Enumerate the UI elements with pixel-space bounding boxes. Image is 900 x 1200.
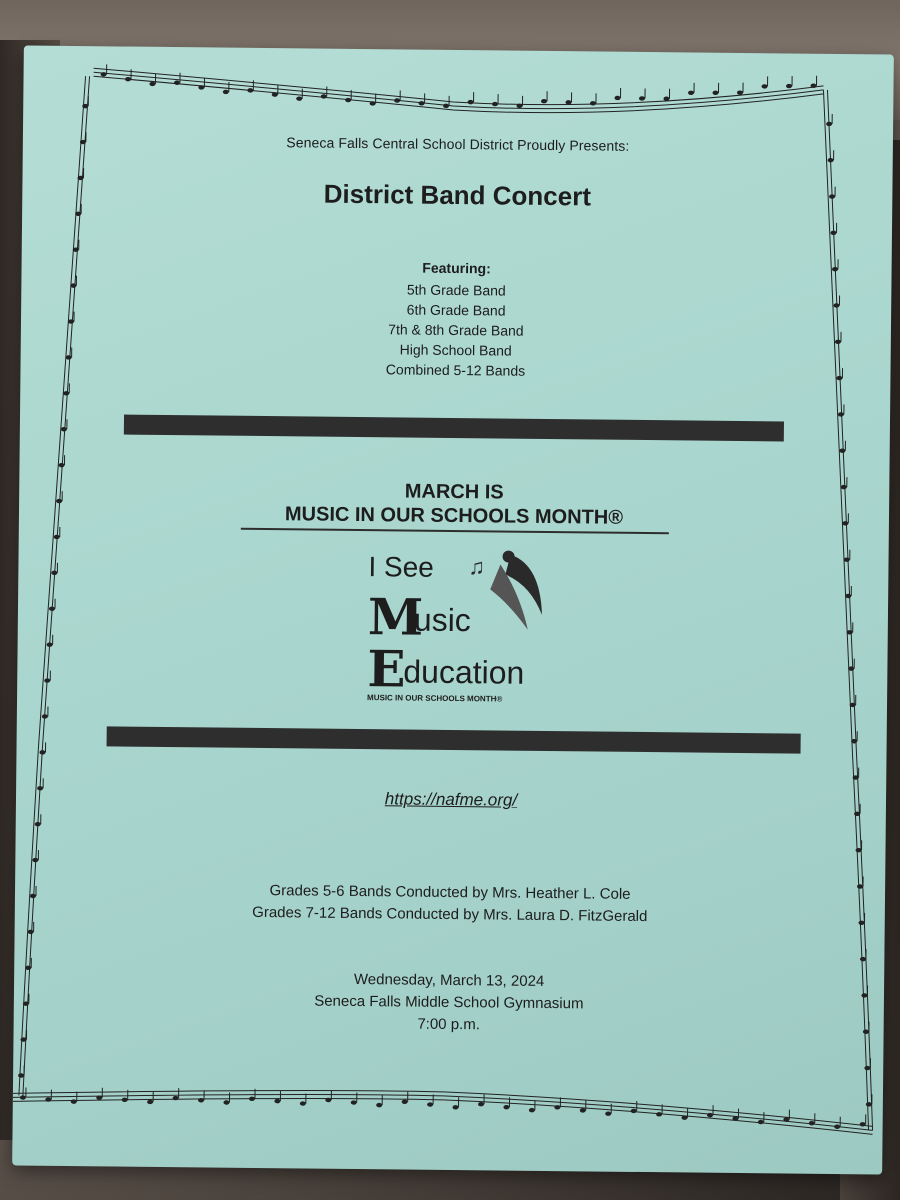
logo-tagline: MUSIC IN OUR SCHOOLS MONTH® — [367, 693, 503, 704]
logo-m-letter: M — [367, 587, 424, 647]
mios-heading — [19, 475, 889, 532]
flyer-content — [12, 45, 894, 1174]
nafme-link[interactable]: https://nafme.org/ — [384, 789, 518, 810]
event-time: 7:00 p.m. — [417, 1015, 481, 1034]
logo-education-word: ducation — [403, 653, 525, 691]
band-item: Combined 5-12 Bands — [385, 361, 526, 379]
conductor-line: Grades 5-6 Bands Conducted by Mrs. Heather L. Cole — [269, 882, 631, 903]
i-see-music-education-logo — [357, 543, 559, 715]
event-location: Seneca Falls Middle School Gymnasium — [314, 992, 584, 1013]
presenter-line: Seneca Falls Central School District Proudly Presents: — [286, 134, 630, 154]
logo-music-word: usic — [413, 601, 471, 639]
divider-bar-bottom — [107, 726, 801, 753]
logo-e-letter: E — [367, 639, 406, 699]
page-title: District Band Concert — [323, 178, 592, 212]
event-date: Wednesday, March 13, 2024 — [353, 970, 545, 990]
event-details — [14, 965, 885, 1040]
conductors-block — [15, 877, 885, 930]
mios-line-2: MUSIC IN OUR SCHOOLS MONTH® — [284, 503, 624, 529]
mios-line-1: MARCH IS — [404, 480, 504, 504]
conductor-line: Grades 7-12 Bands Conducted by Mrs. Laura D. FitzGerald — [252, 903, 648, 926]
band-item: 7th & 8th Grade Band — [388, 321, 524, 339]
svg-text:♫: ♫ — [468, 554, 486, 580]
band-list — [20, 275, 891, 384]
divider-bar-top — [124, 415, 784, 442]
featuring-label: Featuring: — [422, 259, 491, 277]
logo-i-see: I See — [368, 551, 434, 583]
band-item: High School Band — [399, 341, 512, 359]
band-item: 6th Grade Band — [406, 301, 506, 319]
concert-flyer — [12, 45, 894, 1174]
band-item: 5th Grade Band — [406, 281, 506, 299]
